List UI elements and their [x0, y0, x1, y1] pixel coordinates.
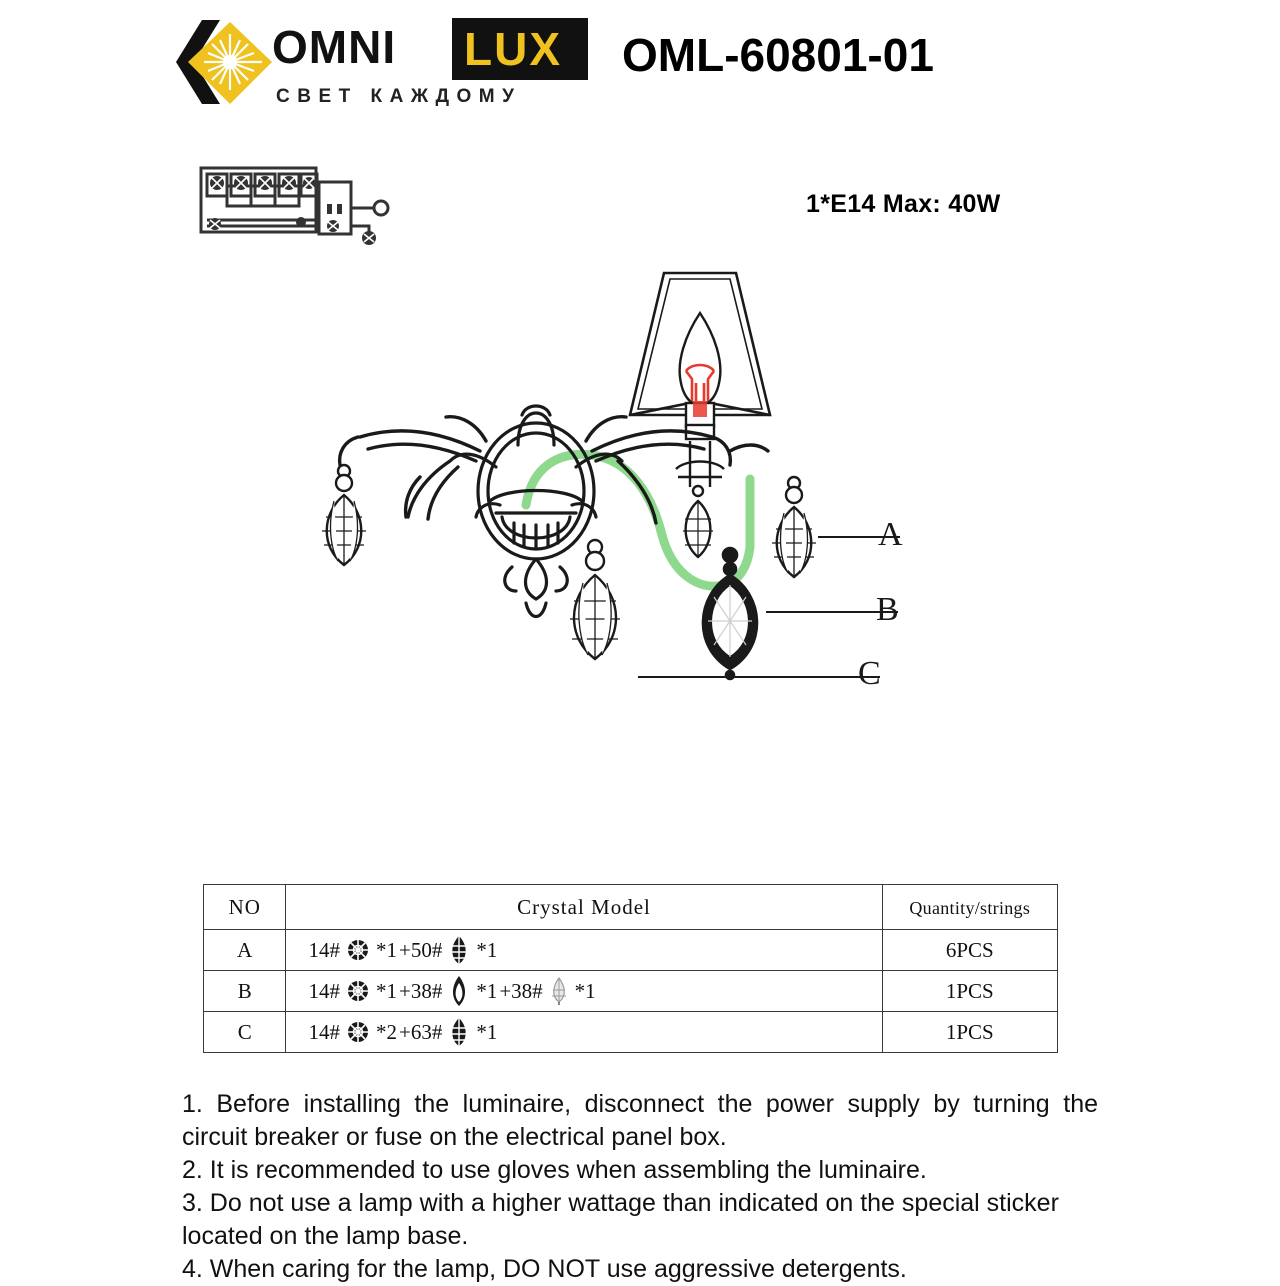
- instruction-line: located on the lamp base.: [182, 1222, 469, 1250]
- part-count: *1: [375, 937, 397, 962]
- callout-label-a: A: [878, 516, 903, 553]
- crystal-model-b: [286, 975, 881, 1007]
- header-crystal-model: Crystal Model: [517, 894, 651, 919]
- part-count: *2: [375, 1019, 397, 1044]
- part-count: *1: [476, 978, 498, 1003]
- terminal-block-icon: [193, 160, 393, 248]
- left-arms: [340, 417, 486, 519]
- light-pendant-icon: [549, 976, 569, 1006]
- pendant-drop-icon: [448, 975, 470, 1007]
- brand-lux-text: LUX: [464, 23, 562, 75]
- round-bead-icon: [346, 979, 370, 1003]
- quantity-c: 1PCS: [882, 1012, 1057, 1053]
- teardrop-crystal-icon: [448, 1017, 470, 1047]
- page-title: OML-60801-01: [622, 29, 934, 81]
- page-header: [0, 0, 1280, 130]
- instruction-line: circuit breaker or fuse on the electrical panel box.: [182, 1123, 727, 1151]
- part-count: *1: [476, 937, 498, 962]
- table-header-row: [204, 885, 1058, 930]
- header-quantity: Quantity/strings: [909, 897, 1031, 918]
- quantity-b: 1PCS: [882, 971, 1057, 1012]
- row-id-a: A: [204, 930, 286, 971]
- part-size: +38#: [398, 978, 443, 1003]
- row-id-c: C: [204, 1012, 286, 1053]
- table-row: [204, 930, 1058, 971]
- crystal-model-c: [286, 1017, 881, 1047]
- brand-logo: [168, 12, 588, 112]
- brand-tagline: СВЕТ КАЖДОМУ: [276, 86, 522, 107]
- safety-instructions: [182, 1088, 1098, 1286]
- crystal-pendant-mid: [570, 540, 620, 659]
- header-no: NO: [228, 894, 261, 919]
- brand-lux-box: [452, 18, 588, 80]
- brand-wordmark: [272, 18, 588, 80]
- teardrop-crystal-icon: [448, 935, 470, 965]
- row-id-b: B: [204, 971, 286, 1012]
- part-size: 14#: [308, 1019, 340, 1044]
- crystal-spec-table: [203, 884, 1058, 1053]
- instruction-line: 3. Do not use a lamp with a higher wattage than indicated on the special sticker: [182, 1189, 1059, 1217]
- part-size: 14#: [308, 978, 340, 1003]
- wattage-spec: 1*E14 Max: 40W: [806, 190, 1001, 218]
- crystal-pendant-left: [322, 465, 366, 565]
- crystal-model-a: [286, 935, 881, 965]
- table-row: [204, 1012, 1058, 1053]
- callout-label-c: C: [858, 655, 881, 692]
- omnilux-logo-icon: [168, 16, 278, 108]
- right-arms: [586, 417, 768, 523]
- part-count: *1: [574, 978, 596, 1003]
- instruction-line: 1. Before installing the luminaire, disconnect the power supply by turning the: [182, 1090, 1098, 1118]
- table-row: [204, 971, 1058, 1012]
- quantity-a: 6PCS: [882, 930, 1057, 971]
- part-size: +50#: [398, 937, 443, 962]
- part-size: +63#: [398, 1019, 443, 1044]
- part-size: 14#: [308, 937, 340, 962]
- brand-omni-text: OMNI: [272, 21, 397, 73]
- round-bead-icon: [346, 1020, 370, 1044]
- callout-label-b: B: [876, 591, 899, 628]
- instruction-line: 2. It is recommended to use gloves when assembling the luminaire.: [182, 1156, 927, 1184]
- round-bead-icon: [346, 938, 370, 962]
- part-count: *1: [476, 1019, 498, 1044]
- crystal-pendant-a: [772, 477, 816, 577]
- instruction-line: 4. When caring for the lamp, DO NOT use aggressive detergents.: [182, 1255, 907, 1283]
- part-size: +38#: [499, 978, 543, 1003]
- crystal-pendant-right: [683, 486, 713, 557]
- part-count: *1: [375, 978, 397, 1003]
